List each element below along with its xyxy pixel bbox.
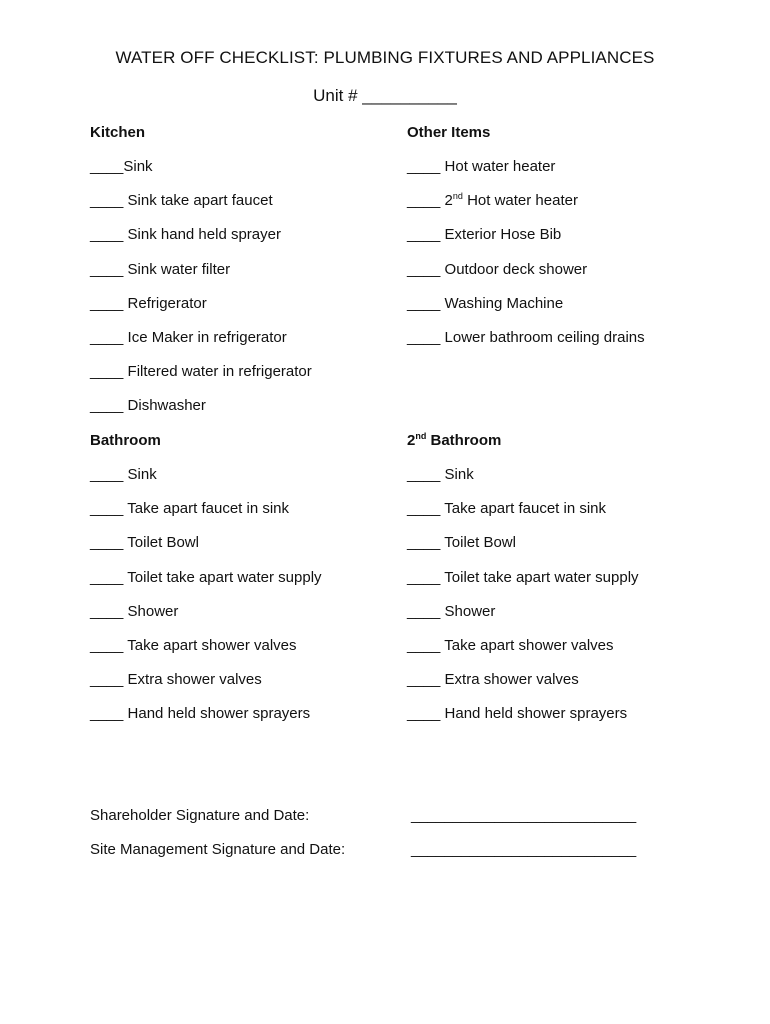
other-items-heading: Other Items [407,124,491,141]
ordinal-suffix: nd [415,431,427,441]
checklist-item[interactable]: ____ Sink hand held sprayer [90,226,281,244]
item-prefix: ____ 2 [407,192,453,210]
item-label: Hot water heater [462,192,578,210]
second-bathroom-heading [407,424,639,458]
checklist-item[interactable]: ____ Toilet take apart water supply [407,568,639,586]
ordinal-suffix: nd [452,191,463,202]
checklist-item[interactable]: ____ Extra shower valves [90,671,262,689]
checklist-item[interactable]: ____ Hot water heater [407,158,556,175]
checklist-item[interactable]: ____ Sink take apart faucet [90,192,273,210]
checklist-item[interactable]: ____ Toilet Bowl [407,534,516,552]
management-signature-line[interactable]: ___________________________ [411,841,637,858]
checklist-item[interactable]: ____ Shower [407,602,496,620]
bathroom-heading: Bathroom [90,432,161,449]
heading-number: 2 [407,432,416,449]
checklist-item[interactable]: ____Sink [90,158,153,175]
shareholder-signature-line[interactable]: ___________________________ [411,807,637,824]
checklist-item[interactable]: ____ Sink water filter [90,260,231,278]
unit-number-field[interactable]: Unit # __________ [313,86,457,105]
checklist-item[interactable]: ____ Ice Maker in refrigerator [90,328,287,346]
checklist-item[interactable]: ____ Filtered water in refrigerator [90,363,312,381]
heading-label: Bathroom [426,432,502,449]
checklist-item[interactable]: ____ Washing Machine [407,294,564,312]
checklist-item[interactable]: ____ Toilet Bowl [90,534,199,552]
checklist-item[interactable]: ____ Take apart faucet in sink [407,500,607,518]
kitchen-heading: Kitchen [90,124,146,141]
other-items-section [407,116,645,355]
page-title: WATER OFF CHECKLIST: PLUMBING FIXTURES AND APPLIANCES [115,48,655,67]
checklist-item[interactable]: ____ Sink [90,466,157,483]
checklist-item[interactable]: ____ Refrigerator [90,294,207,312]
checklist-item[interactable]: ____ Exterior Hose Bib [407,226,562,244]
checklist-item[interactable]: ____ Take apart faucet in sink [90,500,290,518]
checklist-item[interactable]: ____ Take apart shower valves [407,636,614,654]
checklist-item[interactable]: ____ Toilet take apart water supply [90,568,322,586]
checklist-item[interactable]: ____ Dishwasher [90,397,206,415]
checklist-item[interactable]: ____ Take apart shower valves [90,636,297,654]
checklist-item[interactable]: ____ Lower bathroom ceiling drains [407,328,645,346]
management-signature-label: Site Management Signature and Date: [90,841,346,858]
checklist-item-second-hot-water-heater[interactable] [407,184,645,218]
checklist-item[interactable]: ____ Outdoor deck shower [407,260,588,278]
checklist-item[interactable]: ____ Hand held shower sprayers [407,705,628,723]
checklist-item[interactable]: ____ Sink [407,466,474,483]
bathroom-section [90,424,322,732]
checklist-item[interactable]: ____ Extra shower valves [407,671,579,689]
checklist-item[interactable]: ____ Shower [90,602,179,620]
checklist-item[interactable]: ____ Hand held shower sprayers [90,705,311,723]
shareholder-signature-label: Shareholder Signature and Date: [90,807,310,824]
second-bathroom-section [407,424,639,732]
kitchen-section [90,116,312,424]
